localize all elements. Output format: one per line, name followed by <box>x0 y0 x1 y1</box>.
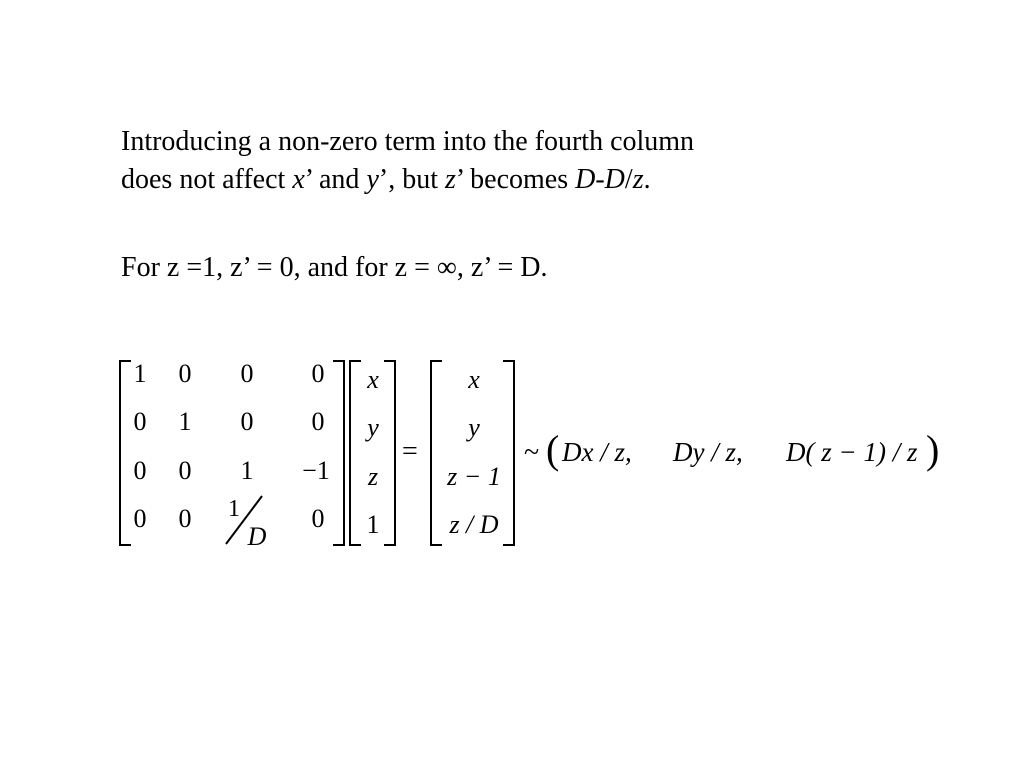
text-run: does not affect <box>121 164 293 195</box>
matrix-cell: 0 <box>311 359 325 388</box>
matrix-cell: 0 <box>133 504 147 533</box>
vector-in-entry: 1 <box>366 510 380 539</box>
var-D: D <box>575 164 596 195</box>
matrix-cell: −1 <box>302 456 330 485</box>
matrix-cell: 1 <box>178 407 192 436</box>
vector-out-entry: z − 1 <box>447 462 501 491</box>
vector-in-entry: z <box>367 462 379 491</box>
vector-out-entry: y <box>468 413 480 442</box>
vector-in-entry: x <box>367 365 379 394</box>
intro-line-1: Introducing a non-zero term into the fourth column <box>121 126 695 157</box>
tilde-sign: ~ <box>524 437 540 468</box>
matrix-cell: 0 <box>240 407 254 436</box>
close-paren: ) <box>926 427 940 472</box>
matrix-cell: 0 <box>311 504 325 533</box>
equals-sign: = <box>402 436 418 467</box>
matrix-cell: 1 <box>240 456 254 485</box>
matrix-right-bracket <box>333 360 345 546</box>
text-run: - <box>595 164 605 195</box>
text-run: / <box>624 164 633 195</box>
tuple-y-component: Dy / z, <box>673 437 743 467</box>
tuple-z-component: D( z − 1) / z <box>786 437 918 467</box>
var-x: x <box>292 164 305 195</box>
open-paren: ( <box>546 427 560 472</box>
limit-cases-line: For z =1, z’ = 0, and for z = ∞, z’ = D. <box>121 252 548 283</box>
text-run: ’, but <box>378 164 445 195</box>
var-z: z <box>444 164 456 195</box>
tuple-x-component: Dx / z, <box>562 437 632 467</box>
var-y: y <box>366 164 379 195</box>
text-run: . <box>643 164 651 195</box>
vector-in-entry: y <box>367 413 379 442</box>
matrix-cell: 0 <box>178 359 192 388</box>
vector-out-entry: z / D <box>449 510 499 539</box>
vector-out-entry: x <box>468 365 480 394</box>
matrix-cell: 0 <box>311 407 325 436</box>
matrix-cell: 0 <box>178 456 192 485</box>
var-D: D <box>604 164 625 195</box>
fraction-numerator: 1 <box>228 496 240 522</box>
text-run: ’ becomes <box>455 164 576 195</box>
matrix-cell: 0 <box>133 407 147 436</box>
fraction-denominator: D <box>247 522 267 551</box>
matrix-cell: 1 <box>133 359 147 388</box>
matrix-cell: 0 <box>240 359 254 388</box>
matrix-cell: 0 <box>178 504 192 533</box>
var-z: z <box>632 164 644 195</box>
text-run: ’ and <box>304 164 367 195</box>
matrix-cell: 0 <box>133 456 147 485</box>
